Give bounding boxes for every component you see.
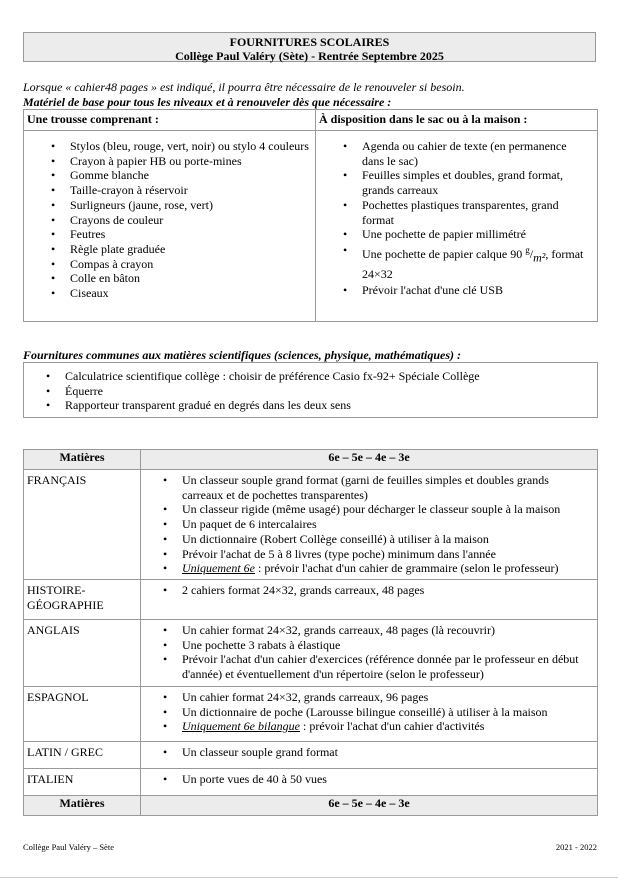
table-row [24,769,598,796]
list-item: • Une pochette de papier millimétré [362,227,591,242]
sci-list [24,369,597,413]
page-edge-divider [0,877,618,878]
list-item: • Ciseaux [70,286,309,301]
footer-right: 2021 - 2022 [555,842,597,852]
list-item: • Prévoir l'achat d'une clé USB [362,283,591,298]
trousse-header: Une trousse comprenant : [24,110,316,131]
list-item: • Compas à crayon [70,257,309,272]
list-item: • Stylos (bleu, rouge, vert, noir) ou stylo 4 couleurs [70,139,309,154]
list-item: • 2 cahiers format 24×32, grands carreaux, 48 pages [182,583,591,598]
list-item: • Un paquet de 6 intercalaires [182,517,591,532]
list-item: • Uniquement 6e : prévoir l'achat d'un cahier de grammaire (selon le professeur) [182,561,591,576]
list-item-calque: • Une pochette de papier calque 90 $^g/_{m^2}$, format 24×32 [362,242,591,283]
list-item: • Un classeur rigide (même usagé) pour décharger le classeur souple à la maison [182,502,591,517]
home-cell [316,131,598,322]
table-row [24,620,598,687]
subject-name: ITALIEN [24,769,141,796]
list-item: • Prévoir l'achat de 5 à 8 livres (type poche) minimum dans l'année [182,547,591,562]
list-item: • Agenda ou cahier de texte (en permanence dans le sac) [362,139,591,168]
base-heading: Matériel de base pour tous les niveaux et à renouveler dès que nécessaire : [23,95,392,109]
list-item: • Un cahier format 24×32, grands carreaux, 96 pages [182,690,591,705]
list-item: • Une pochette 3 rabats à élastique [182,638,591,653]
base-supplies-table [23,109,598,322]
list-item: • Un cahier format 24×32, grands carreaux, 48 pages (là recouvrir) [182,623,591,638]
subject-items [141,470,598,580]
subject-items [141,769,598,796]
table-row [24,742,598,769]
subjects-header-col1: Matières [24,450,141,470]
list-item: • Feuilles simples et doubles, grand format, grands carreaux [362,168,591,197]
table-row [24,687,598,742]
list-item: • Prévoir l'achat d'un cahier d'exercices (référence donnée par le professeur en début d'année) et éventuellement d'un répertoire (selon le professeur) [182,652,591,681]
sci-supplies-box [23,362,598,418]
subject-items [141,580,598,620]
list-item: • Rapporteur transparent gradué en degrés dans les deux sens [65,398,597,413]
trousse-list [24,139,309,301]
footer-left: Collège Paul Valéry – Sète [23,842,114,852]
subject-name: ESPAGNOL [24,687,141,742]
list-item: • Règle plate graduée [70,242,309,257]
list-item: • Uniquement 6e bilangue : prévoir l'achat d'un cahier d'activités [182,719,591,734]
list-item: • Un dictionnaire de poche (Larousse bilingue conseillé) à utiliser à la maison [182,705,591,720]
list-item: • Feutres [70,227,309,242]
home-list [316,139,591,298]
list-item: • Surligneurs (jaune, rose, vert) [70,198,309,213]
subjects-header-col2: 6e – 5e – 4e – 3e [141,450,598,470]
list-item: • Crayon à papier HB ou porte-mines [70,154,309,169]
subject-items [141,742,598,769]
document-title: FOURNITURES SCOLAIRES [229,35,390,49]
table-row [24,470,598,580]
subjects-table [23,449,598,816]
list-item: • Crayons de couleur [70,213,309,228]
list-item: • Taille-crayon à réservoir [70,183,309,198]
list-item: • Un porte vues de 40 à 50 vues [182,772,591,787]
list-item: • Un classeur souple grand format (garni de feuilles simples et doubles grands carreaux et de pochettes transparentes) [182,473,591,502]
note-text: Lorsque « cahier48 pages » est indiqué, il pourra être nécessaire de le renouveler si besoin. [23,80,465,94]
trousse-cell [24,131,316,322]
subject-items [141,687,598,742]
title-box [23,32,596,62]
list-item: • Gomme blanche [70,168,309,183]
subjects-footer-col2: 6e – 5e – 4e – 3e [141,796,598,816]
list-item: • Colle en bâton [70,271,309,286]
table-row [24,580,598,620]
list-item: • Un classeur souple grand format [182,745,591,760]
list-item: • Calculatrice scientifique collège : choisir de préférence Casio fx-92+ Spéciale Collège [65,369,597,384]
subject-name: ANGLAIS [24,620,141,687]
sci-heading: Fournitures communes aux matières scientifiques (sciences, physique, mathématiques) : [23,348,462,362]
list-item: • Un dictionnaire (Robert Collège conseillé) à utiliser à la maison [182,532,591,547]
home-header: À disposition dans le sac ou à la maison : [316,110,598,131]
document-subtitle: Collège Paul Valéry (Sète) - Rentrée Septembre 2025 [175,49,444,63]
list-item: • Pochettes plastiques transparentes, grand format [362,198,591,227]
subjects-footer-col1: Matières [24,796,141,816]
list-item: • Équerre [65,384,597,399]
subject-name: FRANÇAIS [24,470,141,580]
subject-name: LATIN / GREC [24,742,141,769]
subject-name: HISTOIRE- GÉOGRAPHIE [24,580,141,620]
subject-items [141,620,598,687]
